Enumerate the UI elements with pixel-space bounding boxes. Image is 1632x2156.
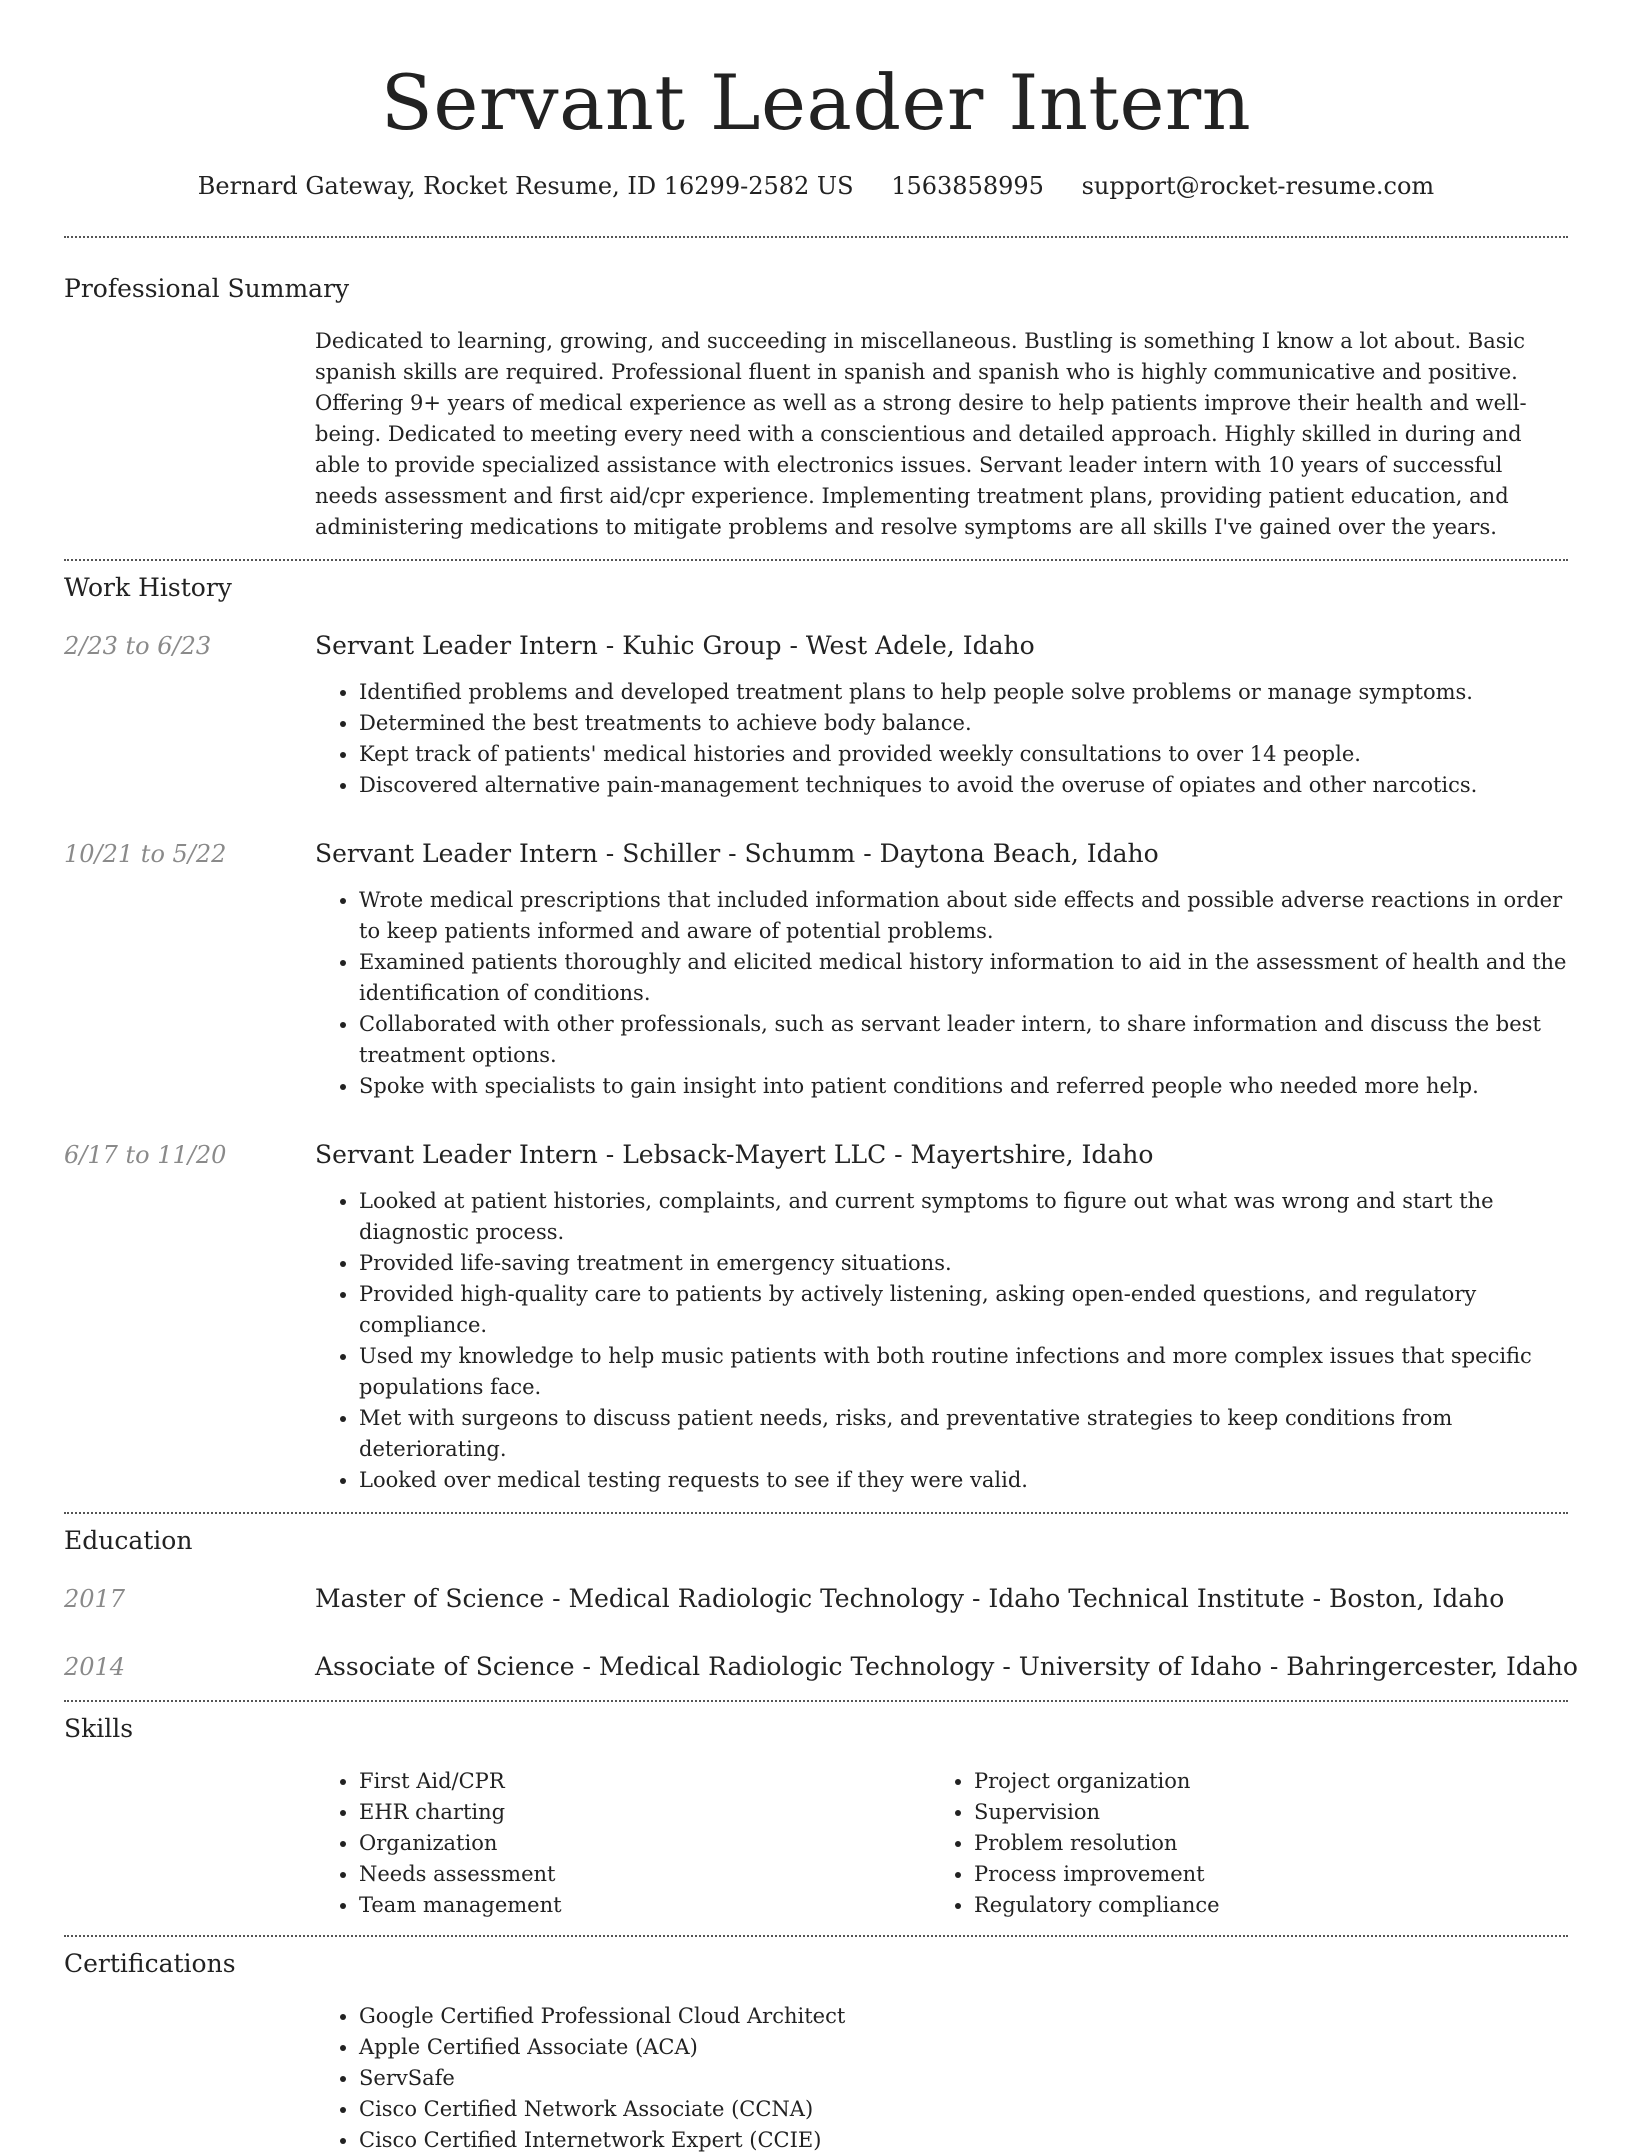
certification-item: • Apple Certified Associate (ACA) — [359, 2032, 1568, 2063]
education-year: 2017 — [64, 1585, 126, 1613]
section-title-education: Education — [64, 1526, 193, 1555]
contact-address: Bernard Gateway, Rocket Resume, ID 16299-2582 US — [197, 172, 854, 200]
skills-list-right — [930, 1766, 1545, 1921]
job-bullet: • Kept track of patients' medical histories and provided weekly consultations to over 14 people. — [359, 739, 1568, 770]
job-bullet: • Identified problems and developed treatment plans to help people solve problems or manage symptoms. — [359, 677, 1568, 708]
education-section — [64, 1514, 1578, 1684]
certification-item: • Cisco Certified Network Associate (CCNA) — [359, 2094, 1568, 2125]
skills-section — [64, 1702, 1568, 1921]
job-heading: Servant Leader Intern - Schiller - Schumm - Daytona Beach, Idaho — [315, 839, 1159, 868]
contact-phone: 1563858995 — [891, 172, 1044, 200]
summary-text: Dedicated to learning, growing, and succeeding in miscellaneous. Bustling is something I know a lot about. Basic spanish skills are required. Professional fluent in spanish and spanish who is highly communicative and positive. Offering 9+ years of medical experience as well as a strong desire to help patients improve their health and well-being. Dedicated to meeting every need with a conscientious and detailed approach. Highly skilled in during and able to provide specialized assistance with electronics issues. Servant leader intern with 10 years of successful needs assessment and first aid/cpr experience. Implementing treatment plans, providing patient education, and administering medications to mitigate problems and resolve symptoms are all skills I've gained over the years. — [315, 329, 1527, 539]
certification-item: • Cisco Certified Internetwork Expert (CCIE) — [359, 2125, 1568, 2156]
resume-page — [64, 0, 1578, 2156]
summary-section — [64, 238, 1568, 543]
job-bullet: • Discovered alternative pain-management techniques to avoid the overuse of opiates and other narcotics. — [359, 770, 1568, 801]
job-bullet: • Provided life-saving treatment in emergency situations. — [359, 1248, 1568, 1279]
job-entry — [64, 629, 1568, 801]
contact-email: support@rocket-resume.com — [1081, 172, 1435, 200]
job-heading: Servant Leader Intern - Kuhic Group - West Adele, Idaho — [315, 631, 1035, 660]
job-bullet: • Met with surgeons to discuss patient needs, risks, and preventative strategies to keep conditions from deteriorating. — [359, 1403, 1568, 1465]
skills-columns — [315, 1766, 1568, 1921]
job-entry — [64, 1138, 1568, 1496]
education-entry — [64, 1582, 1568, 1616]
skill-item: • Needs assessment — [359, 1859, 930, 1890]
job-bullet: • Examined patients thoroughly and elicited medical history information to aid in the assessment of health and the identification of conditions. — [359, 947, 1568, 1009]
job-bullet: • Used my knowledge to help music patients with both routine infections and more complex issues that specific populations face. — [359, 1341, 1568, 1403]
skill-item: • Project organization — [974, 1766, 1545, 1797]
skill-item: • Regulatory compliance — [974, 1890, 1545, 1921]
job-bullet: • Collaborated with other professionals, such as servant leader intern, to share information and discuss the best treatment options. — [359, 1009, 1568, 1071]
section-title-summary: Professional Summary — [64, 274, 350, 303]
skill-item: • First Aid/CPR — [359, 1766, 930, 1797]
certifications-section — [64, 1937, 1568, 2156]
section-title-skills: Skills — [64, 1714, 134, 1743]
skill-item: • Problem resolution — [974, 1828, 1545, 1859]
section-title-certifications: Certifications — [64, 1949, 236, 1978]
job-dates: 10/21 to 5/22 — [64, 840, 227, 868]
job-bullet-list — [315, 677, 1568, 801]
certification-item: • ServSafe — [359, 2063, 1568, 2094]
education-heading: Master of Science - Medical Radiologic Technology - Idaho Technical Institute - Boston, Idaho — [315, 1584, 1505, 1613]
job-bullet-list — [315, 885, 1568, 1102]
education-entry — [64, 1650, 1578, 1684]
certifications-list — [315, 2001, 1568, 2156]
job-heading: Servant Leader Intern - Lebsack-Mayert LLC - Mayertshire, Idaho — [315, 1140, 1154, 1169]
job-bullet: • Provided high-quality care to patients by actively listening, asking open-ended questions, and regulatory compliance. — [359, 1279, 1568, 1341]
contact-line — [64, 166, 1568, 206]
skill-item: • Process improvement — [974, 1859, 1545, 1890]
education-heading: Associate of Science - Medical Radiologic Technology - University of Idaho - Bahringercester, Idaho — [315, 1652, 1578, 1681]
job-dates: 6/17 to 11/20 — [64, 1141, 227, 1169]
skill-item: • EHR charting — [359, 1797, 930, 1828]
job-entry — [64, 837, 1568, 1102]
skill-item: • Organization — [359, 1828, 930, 1859]
work-history-section — [64, 561, 1568, 1496]
certification-item: • Google Certified Professional Cloud Architect — [359, 2001, 1568, 2032]
skill-item: • Supervision — [974, 1797, 1545, 1828]
skill-item: • Team management — [359, 1890, 930, 1921]
job-bullet: • Wrote medical prescriptions that included information about side effects and possible adverse reactions in order to keep patients informed and aware of potential problems. — [359, 885, 1568, 947]
skills-list-left — [315, 1766, 930, 1921]
candidate-name: Servant Leader Intern — [380, 58, 1252, 147]
job-bullet: • Looked at patient histories, complaints, and current symptoms to figure out what was wrong and start the diagnostic process. — [359, 1186, 1568, 1248]
job-bullet: • Spoke with specialists to gain insight into patient conditions and referred people who needed more help. — [359, 1071, 1568, 1102]
job-bullet: • Looked over medical testing requests to see if they were valid. — [359, 1465, 1568, 1496]
job-dates: 2/23 to 6/23 — [64, 632, 212, 660]
section-title-work-history: Work History — [64, 573, 232, 602]
education-year: 2014 — [64, 1653, 126, 1681]
job-bullet-list — [315, 1186, 1568, 1496]
job-bullet: • Determined the best treatments to achieve body balance. — [359, 708, 1568, 739]
